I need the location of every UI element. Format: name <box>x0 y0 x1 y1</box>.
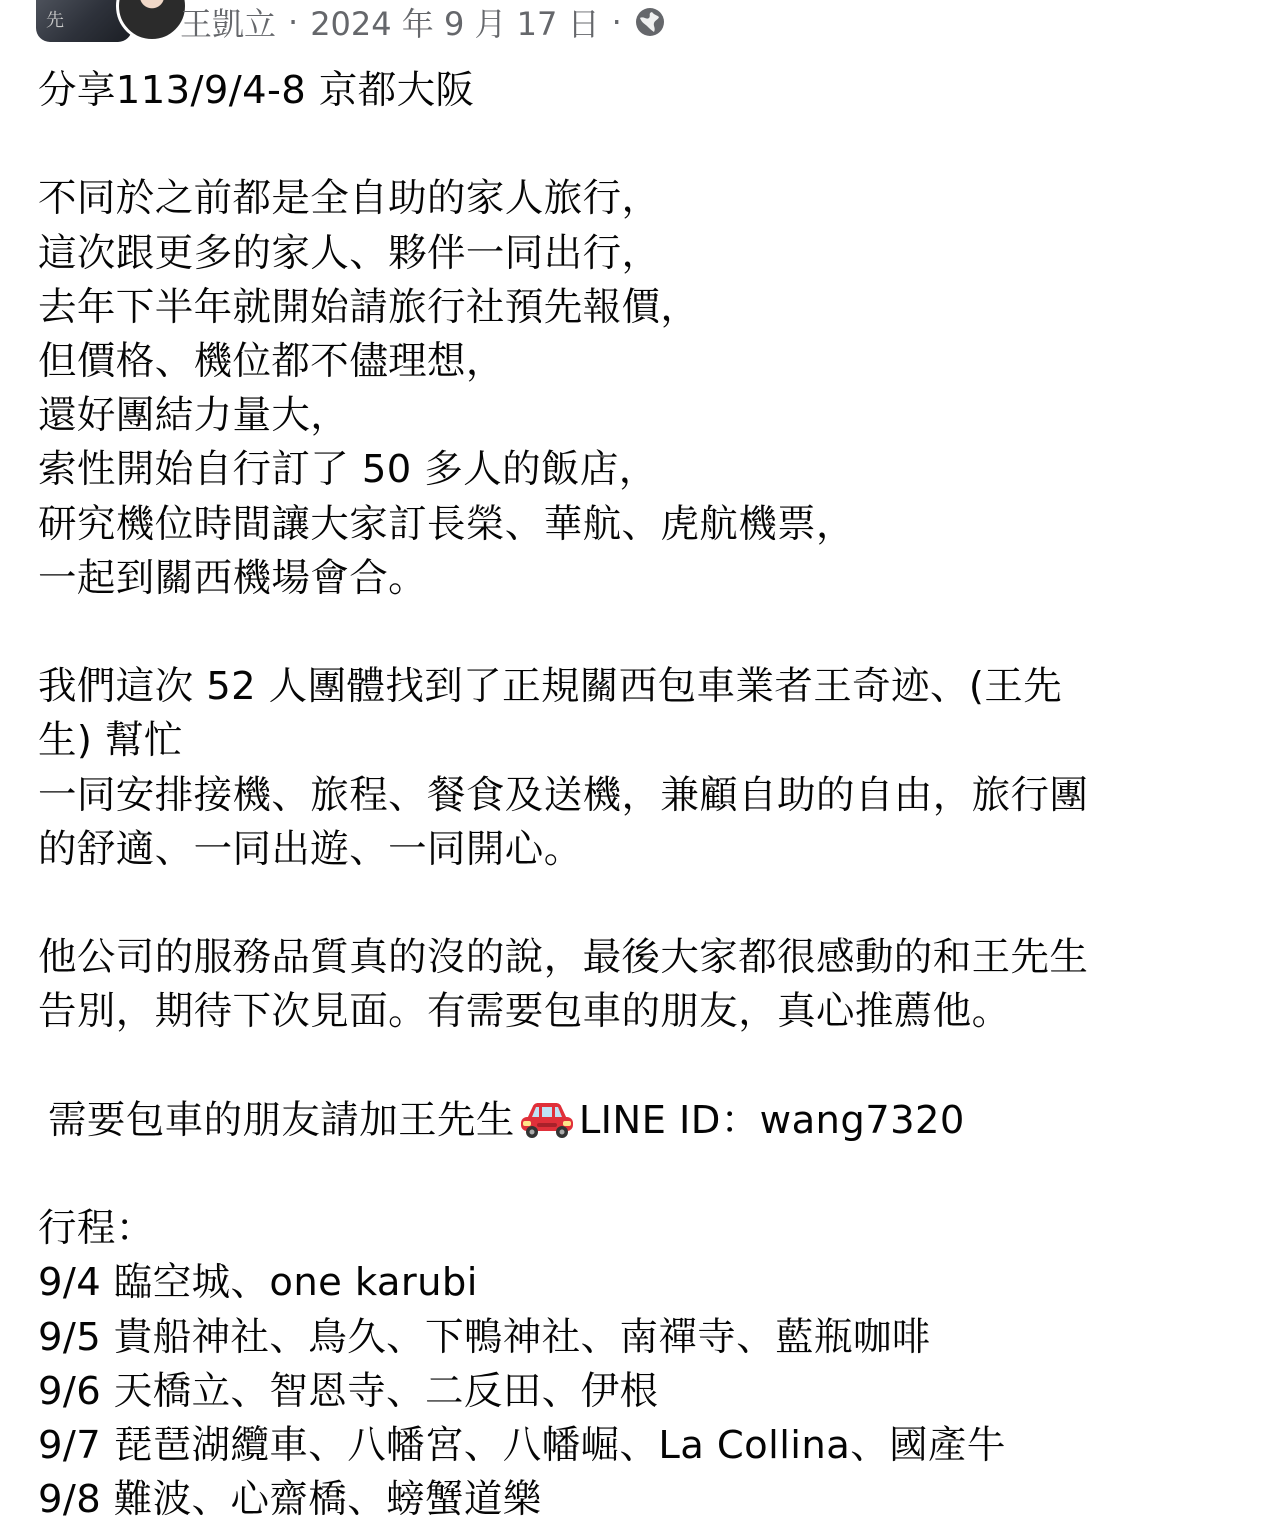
post-header <box>0 0 1284 42</box>
post-date[interactable]: 2024 年 9 月 17 日 <box>310 5 600 43</box>
author-name[interactable]: 王凱立 <box>180 5 277 43</box>
service-line: 的舒適、一同出遊、一同開心。 <box>38 826 583 872</box>
globe-icon[interactable] <box>634 6 666 38</box>
itinerary-label: 行程： <box>38 1206 155 1252</box>
contact-line-id: LINE ID：wang7320 <box>578 1097 965 1143</box>
blank-line <box>38 606 1258 660</box>
intro-line: 研究機位時間讓大家訂長榮、華航、虎航機票， <box>38 501 855 547</box>
intro-line: 這次跟更多的家人、夥伴一同出行， <box>38 230 661 276</box>
itinerary-item: 9/7 琵琶湖纜車、八幡宮、八幡崛、La Collina、國產牛 <box>38 1423 1006 1468</box>
intro-line: 還好團結力量大， <box>38 393 350 439</box>
itinerary-list <box>38 1256 1258 1527</box>
contact-prefix: 需要包車的朋友請加王先生 <box>48 1097 515 1143</box>
intro-line: 一起到關西機場會合。 <box>38 555 428 601</box>
intro-line: 不同於之前都是全自助的家人旅行， <box>38 176 661 222</box>
meta-separator: · <box>288 3 299 41</box>
service-paragraph <box>38 660 1258 877</box>
service-line: 一同安排接機、旅程、餐食及送機，兼顧自助的自由，旅行團 <box>38 772 1089 818</box>
post-meta <box>180 0 666 44</box>
blank-line <box>38 118 1258 172</box>
post-title: 分享113/9/4-8 京都大阪 <box>38 68 475 113</box>
itinerary-item: 9/8 難波、心齋橋、螃蟹道樂 <box>38 1477 542 1523</box>
itinerary-item: 9/4 臨空城、one karubi <box>38 1260 478 1306</box>
blank-line <box>38 1040 1258 1094</box>
avatar-partial-text: 先 <box>46 10 64 31</box>
recommend-paragraph <box>38 931 1258 1039</box>
recommend-line: 他公司的服務品質真的沒的說，最後大家都很感動的和王先生 <box>38 935 1089 981</box>
car-icon <box>517 1097 577 1141</box>
blank-line <box>38 877 1258 931</box>
itinerary-item: 9/6 天橋立、智恩寺、二反田、伊根 <box>38 1368 659 1414</box>
intro-line: 索性開始自行訂了 50 多人的飯店， <box>38 447 658 493</box>
contact-line <box>38 1094 1258 1148</box>
service-line: 生) 幫忙 <box>38 718 183 764</box>
recommend-line: 告別，期待下次見面。有需要包車的朋友，真心推薦他。 <box>38 989 1011 1035</box>
intro-paragraph <box>38 172 1258 606</box>
blank-line <box>38 1148 1258 1202</box>
service-line: 我們這次 52 人團體找到了正規關西包車業者王奇迹、(王先 <box>38 664 1063 710</box>
itinerary-item: 9/5 貴船神社、鳥久、下鴨神社、南禪寺、藍瓶咖啡 <box>38 1314 931 1360</box>
intro-line: 去年下半年就開始請旅行社預先報價， <box>38 284 700 330</box>
post-body <box>38 64 1258 1527</box>
avatar-group[interactable] <box>36 0 160 42</box>
intro-line: 但價格、機位都不儘理想， <box>38 339 505 384</box>
meta-separator-2: · <box>611 3 622 41</box>
